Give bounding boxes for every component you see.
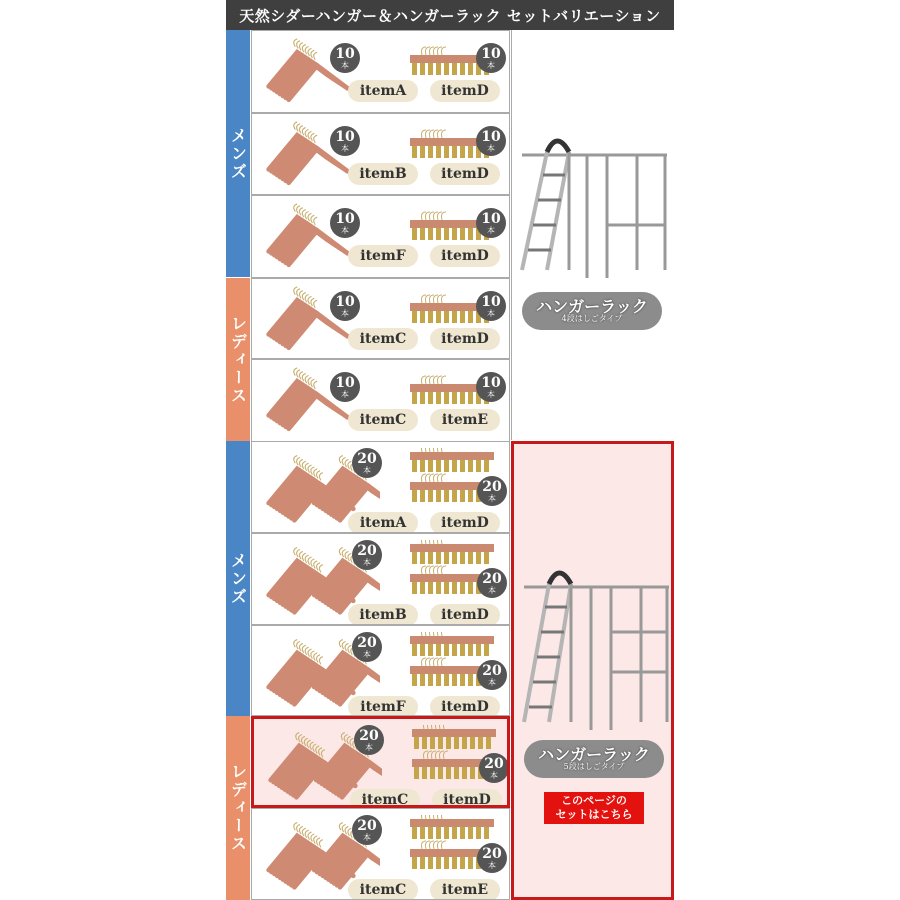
set-variation-cell[interactable] (251, 625, 510, 716)
count-number: 10 (481, 293, 501, 310)
count-number: 20 (484, 755, 504, 772)
clip-item-label: itemD (430, 328, 500, 350)
category-label: メンズ (228, 551, 248, 606)
hanger-count-badge (330, 291, 360, 321)
rack-4-step-label (522, 292, 662, 330)
rack-5-step-label (524, 740, 664, 778)
rack-type: 4段はしごタイプ (561, 314, 623, 324)
count-number: 20 (357, 542, 377, 559)
count-number: 10 (481, 128, 501, 145)
clip-item-label: itemD (430, 604, 500, 625)
count-unit: 本 (487, 225, 495, 235)
count-unit: 本 (363, 557, 371, 567)
count-number: 10 (335, 210, 355, 227)
clip-count-badge (479, 753, 509, 783)
set-variation-cell[interactable] (251, 278, 510, 359)
count-number: 20 (482, 845, 502, 862)
rack-type: 5段はしごタイプ (563, 762, 625, 772)
count-unit: 本 (363, 832, 371, 842)
hanger-count-badge (330, 126, 360, 156)
category-mens-20 (226, 441, 250, 716)
clip-count-badge (477, 843, 507, 873)
hanger-count-badge (352, 448, 382, 478)
count-number: 10 (335, 293, 355, 310)
count-unit: 本 (341, 225, 349, 235)
category-ladies-20 (226, 716, 250, 900)
count-unit: 本 (487, 60, 495, 70)
count-unit: 本 (341, 60, 349, 70)
hanger-item-label: itemF (348, 696, 418, 716)
clip-count-badge (477, 568, 507, 598)
count-number: 20 (482, 478, 502, 495)
hanger-item-label: itemC (350, 789, 420, 808)
count-unit: 本 (363, 649, 371, 659)
count-number: 20 (359, 727, 379, 744)
rack-name: ハンガーラック (538, 744, 650, 764)
set-variation-cell[interactable] (251, 30, 510, 113)
page-title: 天然シダーハンガー＆ハンガーラック セットバリエーション (226, 0, 674, 30)
count-unit: 本 (490, 770, 498, 780)
hanger-item-label: itemB (348, 604, 418, 625)
count-unit: 本 (487, 308, 495, 318)
count-number: 10 (335, 128, 355, 145)
rack-4-step-panel[interactable] (511, 30, 674, 440)
category-ladies-10 (226, 278, 250, 441)
hanger-item-label: itemF (348, 245, 418, 267)
clip-item-label: itemE (430, 409, 500, 431)
variation-chart (226, 0, 674, 900)
count-unit: 本 (341, 389, 349, 399)
hanger-count-badge (330, 372, 360, 402)
hanger-item-label: itemA (348, 80, 418, 102)
clip-count-badge (476, 208, 506, 238)
count-unit: 本 (365, 742, 373, 752)
count-unit: 本 (488, 585, 496, 595)
count-number: 10 (481, 374, 501, 391)
hanger-item-label: itemC (348, 879, 418, 900)
this-page-set-badge (544, 792, 644, 824)
count-number: 20 (482, 570, 502, 587)
rack-4-step-image (517, 130, 672, 280)
count-unit: 本 (341, 308, 349, 318)
clip-item-label: itemD (430, 696, 500, 716)
hanger-count-badge (330, 208, 360, 238)
category-mens-10 (226, 30, 250, 277)
clip-count-badge (476, 126, 506, 156)
category-label: メンズ (228, 126, 248, 181)
count-unit: 本 (488, 677, 496, 687)
set-variation-cell[interactable] (251, 195, 510, 278)
count-unit: 本 (363, 465, 371, 475)
count-number: 10 (335, 45, 355, 62)
hanger-item-label: itemC (348, 409, 418, 431)
hanger-item-label: itemB (348, 163, 418, 185)
set-variation-cell[interactable] (251, 533, 510, 625)
category-label: レディース (228, 763, 248, 853)
clip-item-label: itemD (430, 80, 500, 102)
count-number: 10 (481, 210, 501, 227)
this-page-line1: このページの (561, 794, 627, 808)
count-number: 20 (357, 450, 377, 467)
clip-item-label: itemD (430, 512, 500, 533)
clip-count-badge (477, 476, 507, 506)
hanger-count-badge (354, 725, 384, 755)
count-number: 20 (357, 634, 377, 651)
hanger-count-badge (352, 540, 382, 570)
rack-5-step-panel[interactable] (511, 441, 674, 900)
hanger-item-label: itemC (348, 328, 418, 350)
count-number: 20 (482, 662, 502, 679)
set-variation-cell[interactable] (251, 808, 510, 900)
count-unit: 本 (487, 389, 495, 399)
hanger-count-badge (352, 815, 382, 845)
count-unit: 本 (341, 143, 349, 153)
clip-count-badge (477, 660, 507, 690)
set-variation-cell[interactable] (251, 441, 510, 533)
hanger-count-badge (352, 632, 382, 662)
rack-name: ハンガーラック (536, 296, 648, 316)
clip-item-label: itemE (430, 879, 500, 900)
category-label: レディース (228, 314, 248, 405)
hanger-count-badge (330, 43, 360, 73)
hanger-item-label: itemA (348, 512, 418, 533)
set-variation-cell[interactable] (251, 716, 510, 808)
count-unit: 本 (488, 860, 496, 870)
rack-5-step-image (519, 562, 674, 732)
count-number: 20 (357, 817, 377, 834)
set-variation-cell[interactable] (251, 113, 510, 195)
this-page-line2: セットはこちら (555, 808, 633, 821)
count-number: 10 (481, 45, 501, 62)
clip-count-badge (476, 372, 506, 402)
clip-item-label: itemD (430, 245, 500, 267)
count-unit: 本 (488, 493, 496, 503)
count-unit: 本 (487, 143, 495, 153)
count-number: 10 (335, 374, 355, 391)
clip-count-badge (476, 291, 506, 321)
clip-item-label: itemD (432, 789, 502, 808)
clip-count-badge (476, 43, 506, 73)
clip-item-label: itemD (430, 163, 500, 185)
